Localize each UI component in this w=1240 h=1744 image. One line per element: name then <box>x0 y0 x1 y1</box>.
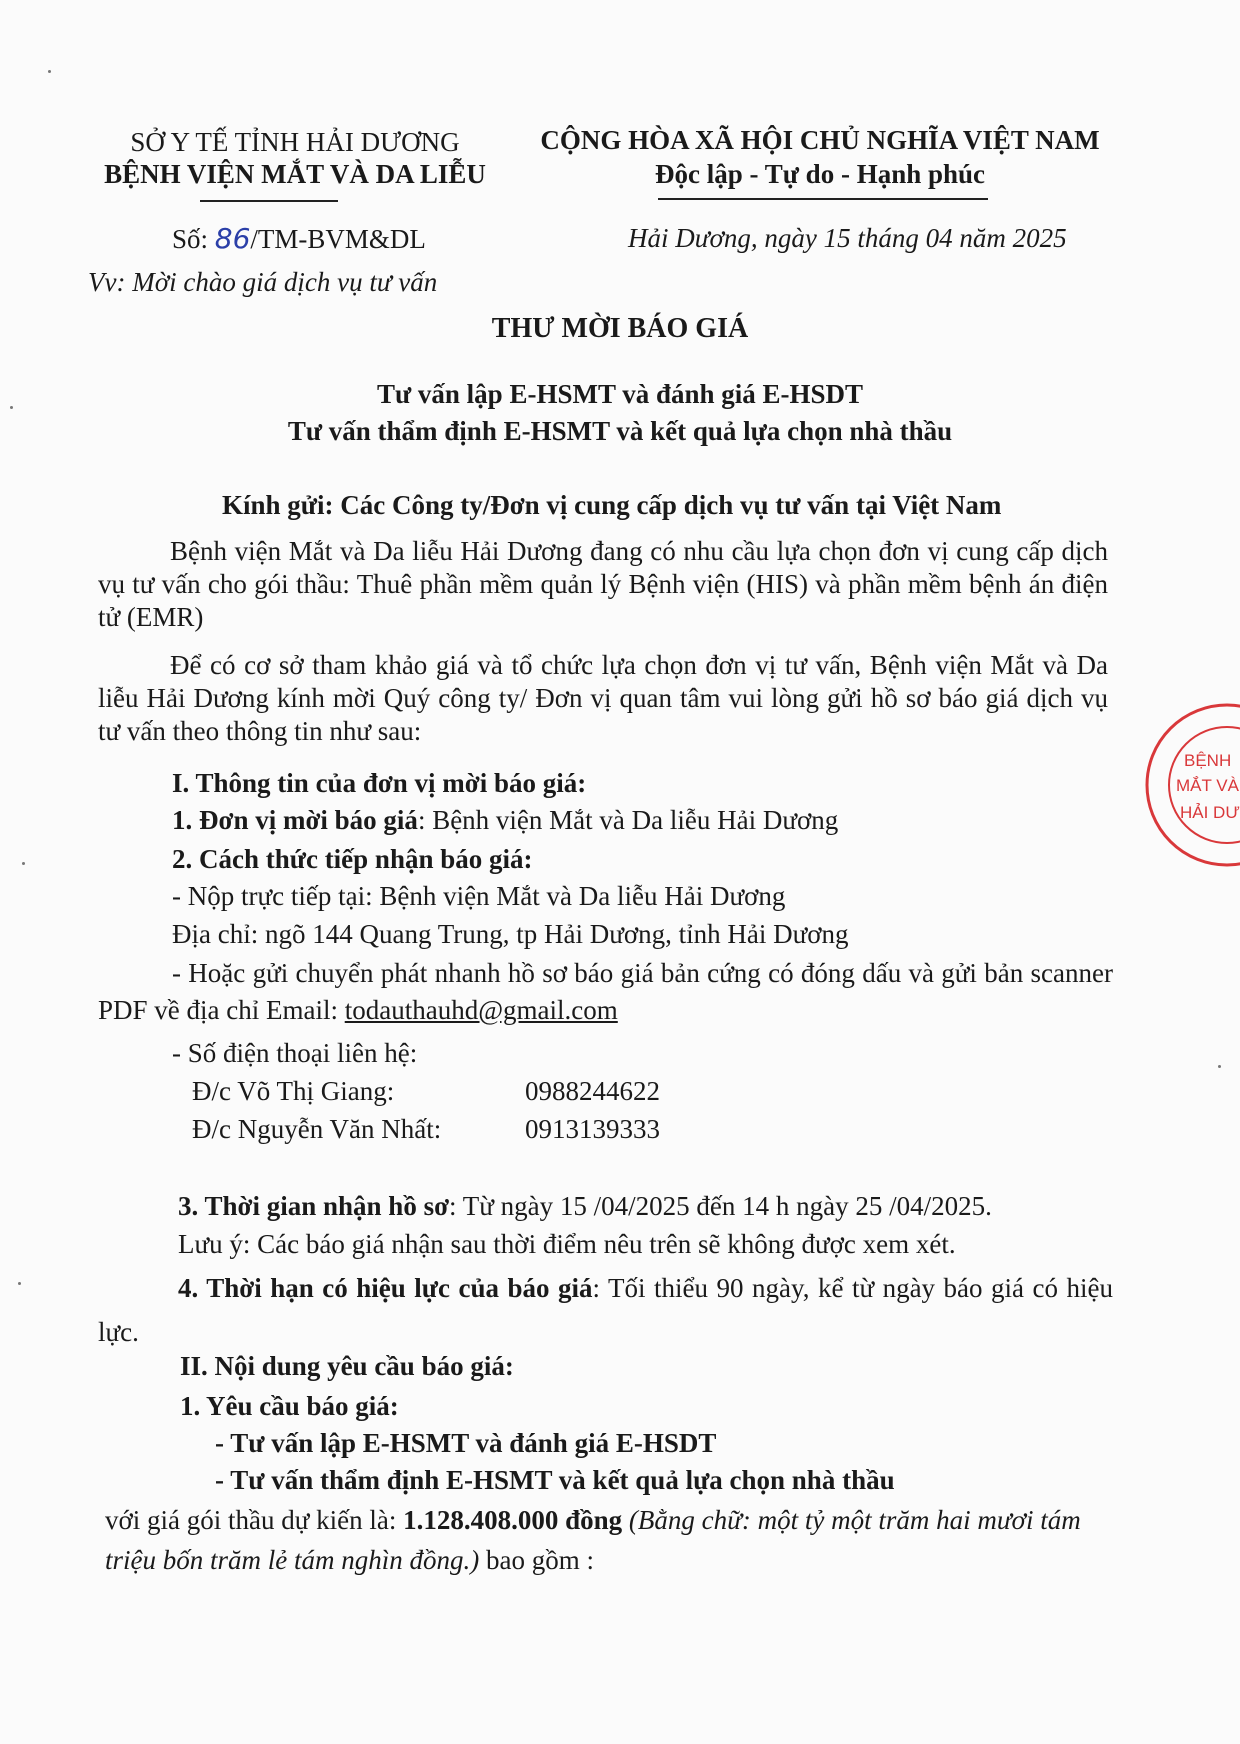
title-sub-1: Tư vấn lập E-HSMT và đánh giá E-HSDT <box>376 379 864 409</box>
contact-name-1: Đ/c Võ Thị Giang: <box>192 1076 395 1106</box>
paragraph-1: Bệnh viện Mắt và Da liễu Hải Dương đang có nhu cầu lựa chọn đơn vị cung cấp dịch vụ tư vấn cho gói thầu: Thuê phần mềm quản lý Bệnh viện (HIS) và phần mềm bệnh án điện tử (EMR) <box>98 536 1108 632</box>
red-stamp <box>1142 700 1240 870</box>
phone-label: - Số điện thoại liên hệ: <box>172 1038 418 1068</box>
salutation: Kính gửi: Các Công ty/Đơn vị cung cấp dịch vụ tư vấn tại Việt Nam <box>222 490 1002 520</box>
price-suffix: bao gồm : <box>485 1545 594 1575</box>
price-paragraph <box>105 1500 1105 1580</box>
price-value: 1.128.408.000 đồng <box>403 1505 623 1535</box>
item-1-label: 1. Đơn vị mời báo giá <box>172 805 418 835</box>
document-number <box>172 222 426 256</box>
contact-name-2: Đ/c Nguyễn Văn Nhất: <box>192 1114 442 1144</box>
courier-paragraph <box>98 955 1113 1029</box>
nation-underline <box>658 198 988 200</box>
section-2-heading: II. Nội dung yêu cầu báo giá: <box>180 1351 514 1381</box>
price-prefix: với giá gói thầu dự kiến là: <box>105 1505 397 1535</box>
requirement-2: - Tư vấn thẩm định E-HSMT và kết quả lựa chọn nhà thầu <box>215 1465 895 1495</box>
item-4-value: : Tối thiểu 90 ngày, kể từ ngày báo giá có hiệu lực. <box>98 1273 1113 1347</box>
item-1-value: : Bệnh viện Mắt và Da liễu Hải Dương <box>417 805 839 835</box>
subject-line: Vv: Mời chào giá dịch vụ tư vấn <box>88 267 438 297</box>
submit-direct: - Nộp trực tiếp tại: Bệnh viện Mắt và Da liễu Hải Dương <box>172 881 786 911</box>
courier-text: - Hoặc gửi chuyển phát nhanh hồ sơ báo giá bản cứng có đóng dấu và gửi bản scanner PDF về địa chỉ Email: <box>98 958 1113 1025</box>
address: Địa chỉ: ngõ 144 Quang Trung, tp Hải Dương, tỉnh Hải Dương <box>172 919 849 949</box>
item-3-value: : Từ ngày 15 /04/2025 đến 14 h ngày 25 /04/2025. <box>449 1191 992 1221</box>
paragraph-2: Để có cơ sở tham khảo giá và tổ chức lựa chọn đơn vị tư vấn, Bệnh viện Mắt và Da liễu Hải Dương kính mời Quý công ty/ Đơn vị quan tâm vui lòng gửi hồ sơ báo giá dịch vụ tư vấn theo thông tin như sau: <box>98 650 1108 746</box>
price-words: (Bằng chữ: một tỷ một trăm hai mươi tám triệu bốn trăm lẻ tám nghìn đồng.) <box>105 1505 1081 1575</box>
title-sub-2: Tư vấn thẩm định E-HSMT và kết quả lựa chọn nhà thầu <box>287 416 953 446</box>
stamp-line-3: HẢI DƯ <box>1180 803 1240 822</box>
number-suffix: /TM-BVM&DL <box>250 224 426 254</box>
nation-line-2: Độc lập - Tự do - Hạnh phúc <box>654 159 986 189</box>
stamp-line-2: MẮT VÀ <box>1176 776 1239 795</box>
section-2-item-1: 1. Yêu cầu báo giá: <box>180 1391 399 1421</box>
note-line: Lưu ý: Các báo giá nhận sau thời điểm nêu trên sẽ không được xem xét. <box>178 1229 956 1259</box>
email-link[interactable]: todauthauhd@gmail.com <box>344 995 618 1025</box>
stamp-line-1: BỆNH <box>1184 751 1232 770</box>
section-1-item-3 <box>178 1190 992 1222</box>
section-1-item-2: 2. Cách thức tiếp nhận báo giá: <box>172 844 533 874</box>
item-4-label: 4. Thời hạn có hiệu lực của báo giá <box>178 1273 593 1303</box>
nation-line-1: CỘNG HÒA XÃ HỘI CHỦ NGHĨA VIỆT NAM <box>540 125 1100 155</box>
number-handwritten: 86 <box>214 222 251 255</box>
requirement-1: - Tư vấn lập E-HSMT và đánh giá E-HSDT <box>215 1428 717 1458</box>
org-underline <box>200 200 338 202</box>
section-1-item-4 <box>98 1266 1113 1354</box>
number-prefix: Số: <box>172 224 209 254</box>
item-3-label: 3. Thời gian nhận hồ sơ <box>178 1191 450 1221</box>
section-1-item-1 <box>172 804 838 836</box>
org-line-1: SỞ Y TẾ TỈNH HẢI DƯƠNG <box>130 127 460 157</box>
page-title: THƯ MỜI BÁO GIÁ <box>491 313 749 344</box>
org-line-2: BỆNH VIỆN MẮT VÀ DA LIỄU <box>104 159 486 189</box>
contact-phone-2[interactable]: 0913139333 <box>525 1114 660 1144</box>
contact-phone-1[interactable]: 0988244622 <box>525 1076 660 1106</box>
date-line: Hải Dương, ngày 15 tháng 04 năm 2025 <box>628 223 1067 253</box>
section-1-heading: I. Thông tin của đơn vị mời báo giá: <box>172 768 587 798</box>
